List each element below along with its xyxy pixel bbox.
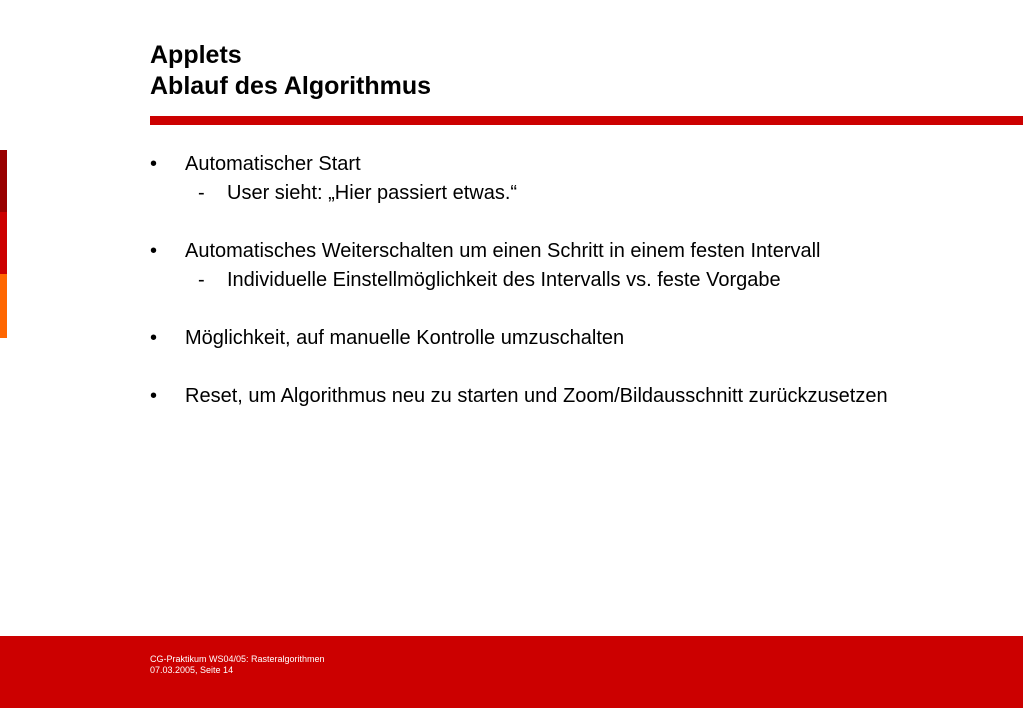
bullet-item xyxy=(150,150,1010,208)
title-divider xyxy=(150,116,1023,125)
bullet-marker: • xyxy=(150,153,158,175)
sub-bullet-text: User sieht: „Hier passiert etwas.“ xyxy=(227,182,518,204)
sub-bullet-item xyxy=(185,179,1010,208)
side-color-strip-dark-red xyxy=(0,150,7,212)
slide-title xyxy=(150,40,431,102)
bullet-marker: • xyxy=(150,240,158,262)
footer-text xyxy=(150,654,325,676)
footer-course-label: CG-Praktikum WS04/05: Rasteralgorithmen xyxy=(150,654,325,664)
bullet-item xyxy=(150,382,1010,411)
bullet-item xyxy=(150,237,1010,295)
bullet-item xyxy=(150,324,1010,353)
title-line-2: Ablauf des Algorithmus xyxy=(150,72,432,100)
bullet-marker: • xyxy=(150,385,158,407)
sub-bullet-text: Individuelle Einstellmöglichkeit des Intervalls vs. feste Vorgabe xyxy=(227,269,781,291)
bullet-marker: • xyxy=(150,327,158,349)
bullet-text: Möglichkeit, auf manuelle Kontrolle umzuschalten xyxy=(185,327,625,349)
footer-bar xyxy=(0,636,1023,708)
sub-bullet-marker: - xyxy=(198,182,205,204)
title-line-1: Applets xyxy=(150,41,242,69)
footer-date-page: 07.03.2005, Seite 14 xyxy=(150,665,234,675)
bullet-list xyxy=(150,150,1010,411)
bullet-text: Automatischer Start xyxy=(185,153,361,175)
side-color-strip-orange xyxy=(0,274,7,338)
sub-bullet-item xyxy=(185,266,1010,295)
bullet-text: Reset, um Algorithmus neu zu starten und Zoom/Bildausschnitt zurückzusetzen xyxy=(185,385,888,407)
bullet-text: Automatisches Weiterschalten um einen Schritt in einem festen Intervall xyxy=(185,240,821,262)
sub-bullet-marker: - xyxy=(198,269,205,291)
side-color-strip-red xyxy=(0,212,7,274)
